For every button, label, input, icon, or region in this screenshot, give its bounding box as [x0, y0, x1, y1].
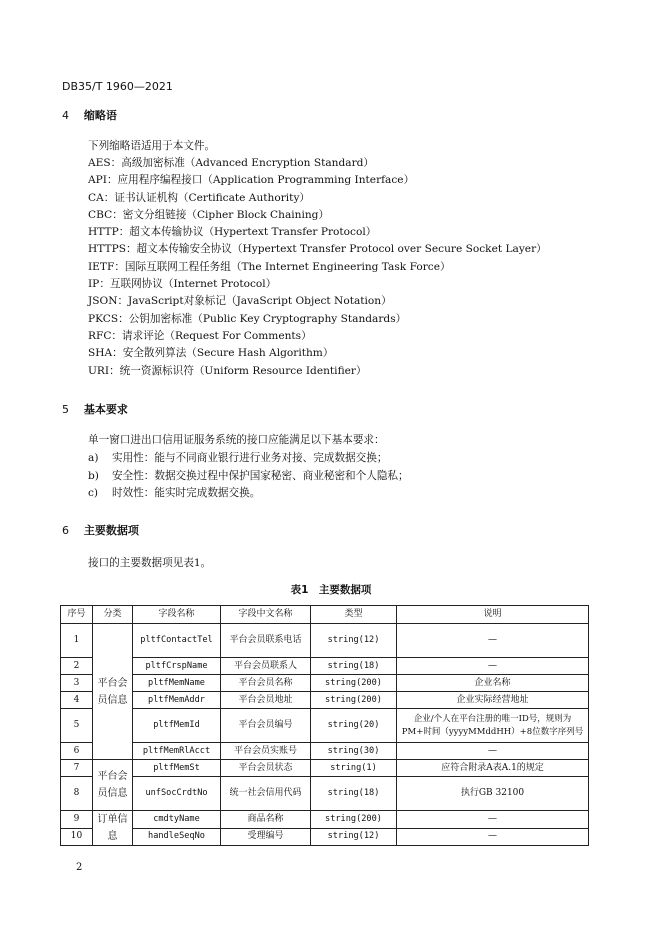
field-description: 应符合附录A表A.1的规定	[397, 760, 589, 777]
field-name: unfSocCrdtNo	[133, 777, 221, 811]
field-name: pltfContactTel	[133, 624, 221, 658]
row-number: 1	[61, 624, 93, 658]
field-cn-name: 平台会员联系电话	[221, 624, 311, 658]
table-header-row	[61, 606, 589, 624]
table-row	[61, 777, 589, 811]
field-cn-name: 平台会员联系人	[221, 658, 311, 675]
abbreviation-list	[88, 155, 547, 380]
row-number: 4	[61, 692, 93, 709]
document-header: DB35/T 1960—2021	[62, 80, 173, 93]
requirement-text: 安全性：数据交换过程中保护国家秘密、商业秘密和个人隐私；	[112, 469, 409, 482]
requirement-item	[88, 485, 409, 503]
column-header: 说明	[397, 606, 589, 624]
abbreviation-item: CBC：密文分组链接（Cipher Block Chaining）	[88, 208, 330, 221]
table-row	[61, 658, 589, 675]
abbreviation-item: HTTPS：超文本传输安全协议（Hypertext Transfer Protocol over Secure Socket Layer）	[88, 243, 547, 256]
section-number: 5	[62, 403, 69, 416]
field-name: cmdtyName	[133, 811, 221, 829]
section-6-heading	[62, 522, 139, 538]
page-number: 2	[76, 862, 83, 873]
row-number: 7	[61, 760, 93, 777]
section-5-intro: 单一窗口进出口信用证服务系统的接口应能满足以下基本要求：	[88, 434, 385, 446]
field-name: handleSeqNo	[133, 828, 221, 846]
field-cn-name: 平台会员编号	[221, 709, 311, 743]
table-row	[61, 675, 589, 692]
field-type: string(200)	[311, 692, 397, 709]
table-row	[61, 743, 589, 760]
data-items-table	[60, 605, 589, 846]
section-number: 4	[62, 109, 69, 122]
field-name: pltfMemSt	[133, 760, 221, 777]
abbreviation-item: RFC：请求评论（Request For Comments）	[88, 329, 312, 342]
section-title: 缩略语	[83, 109, 117, 122]
field-description: 企业实际经营地址	[397, 692, 589, 709]
field-cn-name: 平台会员实账号	[221, 743, 311, 760]
field-description: —	[397, 624, 589, 658]
abbreviation-item: URI：统一资源标识符（Uniform Resource Identifier）	[88, 364, 367, 377]
field-type: string(200)	[311, 811, 397, 829]
table-row	[61, 760, 589, 777]
field-name: pltfMemId	[133, 709, 221, 743]
field-cn-name: 统一社会信用代码	[221, 777, 311, 811]
section-5-heading	[62, 401, 128, 417]
column-header: 字段名称	[133, 606, 221, 624]
abbreviation-item: AES：高级加密标准（Advanced Encryption Standard）	[88, 157, 375, 169]
field-cn-name: 平台会员状态	[221, 760, 311, 777]
field-name: pltfCrspName	[133, 658, 221, 675]
row-number: 9	[61, 811, 93, 829]
requirement-item	[88, 450, 409, 468]
column-header: 序号	[61, 606, 93, 624]
table-row	[61, 709, 589, 743]
section-6-intro: 接口的主要数据项见表1。	[88, 557, 212, 569]
column-header: 字段中文名称	[221, 606, 311, 624]
table-caption: 表1 主要数据项	[290, 584, 372, 596]
row-number: 8	[61, 777, 93, 811]
field-type: string(20)	[311, 709, 397, 743]
section-title: 基本要求	[83, 403, 128, 416]
row-number: 3	[61, 675, 93, 692]
row-number: 10	[61, 828, 93, 846]
requirement-text: 实用性：能与不同商业银行进行业务对接、完成数据交换；	[112, 452, 388, 464]
abbreviation-item: JSON：JavaScript对象标记（JavaScript Object Notation）	[88, 295, 392, 308]
abbreviation-item: IETF：国际互联网工程任务组（The Internet Engineering Task Force）	[88, 260, 451, 273]
requirement-label: b)	[88, 469, 99, 482]
field-cn-name: 受理编号	[221, 828, 311, 846]
field-type: string(18)	[311, 658, 397, 675]
field-description: —	[397, 658, 589, 675]
field-description: 企业名称	[397, 675, 589, 692]
column-header: 类型	[311, 606, 397, 624]
field-type: string(12)	[311, 828, 397, 846]
field-type: string(200)	[311, 675, 397, 692]
abbreviation-item: PKCS：公钥加密标准（Public Key Cryptography Standards）	[88, 312, 407, 325]
field-type: string(30)	[311, 743, 397, 760]
section-title: 主要数据项	[83, 524, 139, 537]
category-cell: 平台会员信息	[93, 760, 133, 811]
field-name: pltfMemRlAcct	[133, 743, 221, 760]
field-type: string(18)	[311, 777, 397, 811]
table-row	[61, 692, 589, 709]
requirement-label: a)	[88, 452, 99, 464]
abbreviation-item: HTTP：超文本传输协议（Hypertext Transfer Protocol）	[88, 226, 377, 239]
field-cn-name: 平台会员名称	[221, 675, 311, 692]
table-row	[61, 624, 589, 658]
field-name: pltfMemName	[133, 675, 221, 692]
category-cell: 平台会员信息	[93, 624, 133, 760]
section-4-heading	[62, 107, 117, 123]
abbreviation-item: API：应用程序编程接口（Application Programming Interface）	[88, 174, 415, 187]
field-type: string(1)	[311, 760, 397, 777]
field-description: 执行GB 32100	[397, 777, 589, 811]
category-cell: 订单信息	[93, 811, 133, 846]
abbreviation-item: SHA：安全散列算法（Secure Hash Algorithm）	[88, 347, 334, 360]
field-description: —	[397, 828, 589, 846]
row-number: 2	[61, 658, 93, 675]
field-description: 企业/个人在平台注册的唯一ID号，规则为PM+时间（yyyyMMddHH）+8位数字序列号	[397, 709, 589, 743]
row-number: 5	[61, 709, 93, 743]
field-cn-name: 平台会员地址	[221, 692, 311, 709]
requirement-label: c)	[88, 487, 99, 499]
abbreviation-item: CA：证书认证机构（Certificate Authority）	[88, 191, 311, 204]
field-name: pltfMemAddr	[133, 692, 221, 709]
requirement-text: 时效性：能实时完成数据交换。	[112, 487, 261, 499]
requirement-item	[88, 468, 409, 486]
table-row	[61, 811, 589, 829]
table-row	[61, 828, 589, 846]
section-4-intro: 下列缩略语适用于本文件。	[88, 140, 216, 152]
field-description: —	[397, 811, 589, 829]
column-header: 分类	[93, 606, 133, 624]
abbreviation-item: IP：互联网协议（Internet Protocol）	[88, 278, 277, 291]
row-number: 6	[61, 743, 93, 760]
field-cn-name: 商品名称	[221, 811, 311, 829]
field-type: string(12)	[311, 624, 397, 658]
field-description: —	[397, 743, 589, 760]
requirement-list	[88, 450, 409, 503]
section-number: 6	[62, 524, 69, 537]
